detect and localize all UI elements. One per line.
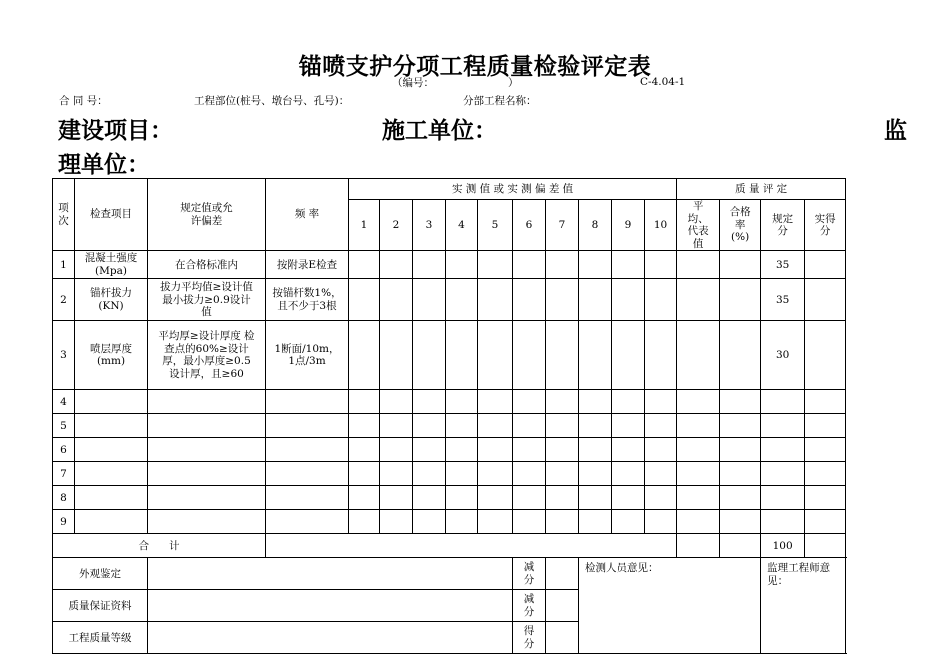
cell[interactable] bbox=[546, 251, 579, 279]
cell[interactable] bbox=[720, 462, 761, 486]
cell[interactable] bbox=[645, 462, 677, 486]
cell[interactable] bbox=[546, 279, 579, 321]
project-label: 建设项目： bbox=[58, 118, 173, 144]
cell[interactable] bbox=[413, 486, 446, 510]
header-col-1: 1 bbox=[349, 200, 380, 251]
quality-docs-label: 质量保证资料 bbox=[53, 590, 148, 622]
cell[interactable] bbox=[413, 462, 446, 486]
cell[interactable] bbox=[579, 438, 612, 462]
cell[interactable] bbox=[446, 510, 478, 534]
cell[interactable] bbox=[612, 279, 645, 321]
row-freq: 按附录E检查 bbox=[266, 251, 349, 279]
cell[interactable] bbox=[761, 510, 805, 534]
appearance-deduct-label: 减分 bbox=[513, 558, 546, 590]
total-score: 100 bbox=[761, 534, 805, 558]
appearance-row bbox=[53, 558, 846, 590]
cell[interactable] bbox=[413, 390, 446, 414]
cell[interactable] bbox=[446, 462, 478, 486]
header-col-8: 8 bbox=[579, 200, 612, 251]
header-col-7: 7 bbox=[546, 200, 579, 251]
cell[interactable] bbox=[720, 251, 761, 279]
cell[interactable] bbox=[645, 321, 677, 390]
table-row bbox=[53, 279, 846, 321]
cell[interactable] bbox=[148, 438, 266, 462]
cell[interactable] bbox=[513, 486, 546, 510]
cell[interactable] bbox=[148, 510, 266, 534]
row-item: 喷层厚度(mm) bbox=[75, 321, 148, 390]
cell[interactable] bbox=[645, 390, 677, 414]
cell[interactable] bbox=[380, 438, 413, 462]
cell[interactable] bbox=[380, 251, 413, 279]
cell[interactable] bbox=[380, 462, 413, 486]
cell[interactable] bbox=[349, 438, 380, 462]
form-code: C-4.04-1 bbox=[640, 76, 686, 88]
cell[interactable] bbox=[349, 510, 380, 534]
cell[interactable] bbox=[805, 486, 846, 510]
cell[interactable] bbox=[446, 414, 478, 438]
cell[interactable] bbox=[75, 510, 148, 534]
cell[interactable] bbox=[761, 390, 805, 414]
cell[interactable] bbox=[579, 390, 612, 414]
cell[interactable] bbox=[720, 438, 761, 462]
engineer-opinion[interactable]: 监理工程师意见： bbox=[761, 558, 846, 654]
cell[interactable] bbox=[720, 414, 761, 438]
cell[interactable] bbox=[805, 438, 846, 462]
cell[interactable] bbox=[579, 486, 612, 510]
cell[interactable] bbox=[349, 251, 380, 279]
header-measured: 实 测 值 或 实 测 偏 差 值 bbox=[349, 179, 677, 200]
cell[interactable] bbox=[805, 414, 846, 438]
header-item-no: 项次 bbox=[53, 179, 75, 251]
subproject-label: 分部工程名称： bbox=[463, 95, 537, 107]
header-actual-score: 实得分 bbox=[805, 200, 846, 251]
cell[interactable] bbox=[579, 462, 612, 486]
cell[interactable] bbox=[478, 390, 513, 414]
cell[interactable] bbox=[266, 534, 677, 558]
header-frequency: 频 率 bbox=[266, 179, 349, 251]
cell[interactable] bbox=[579, 279, 612, 321]
cell[interactable] bbox=[75, 486, 148, 510]
row-item: 混凝土强度(Mpa) bbox=[75, 251, 148, 279]
cell[interactable] bbox=[677, 321, 720, 390]
cell[interactable] bbox=[761, 414, 805, 438]
cell[interactable] bbox=[677, 438, 720, 462]
table-row bbox=[53, 390, 846, 414]
quality-docs-deduct-label: 减分 bbox=[513, 590, 546, 622]
cell[interactable] bbox=[148, 486, 266, 510]
cell[interactable] bbox=[579, 510, 612, 534]
row-item: 锚杆拔力(KN) bbox=[75, 279, 148, 321]
cell[interactable] bbox=[579, 251, 612, 279]
header-col-2: 2 bbox=[380, 200, 413, 251]
cell[interactable] bbox=[645, 486, 677, 510]
row-spec-score: 35 bbox=[761, 251, 805, 279]
total-row bbox=[53, 534, 846, 558]
cell[interactable] bbox=[349, 462, 380, 486]
grade-score-label: 得分 bbox=[513, 622, 546, 654]
cell[interactable] bbox=[677, 486, 720, 510]
cell[interactable] bbox=[513, 251, 546, 279]
cell[interactable] bbox=[380, 510, 413, 534]
cell[interactable] bbox=[677, 390, 720, 414]
header-spec: 规定值或允许偏差 bbox=[148, 179, 266, 251]
cell[interactable] bbox=[805, 534, 846, 558]
appearance-deduct-value[interactable] bbox=[546, 558, 579, 590]
table-row bbox=[53, 486, 846, 510]
cell[interactable] bbox=[546, 510, 579, 534]
table-row bbox=[53, 510, 846, 534]
contract-label: 合 同 号： bbox=[59, 95, 108, 107]
row-spec-score: 30 bbox=[761, 321, 805, 390]
cell[interactable] bbox=[380, 414, 413, 438]
cell[interactable] bbox=[720, 534, 761, 558]
table-row bbox=[53, 321, 846, 390]
cell[interactable] bbox=[513, 414, 546, 438]
cell[interactable] bbox=[612, 414, 645, 438]
cell[interactable] bbox=[413, 279, 446, 321]
cell[interactable] bbox=[805, 462, 846, 486]
row-spec: 平均厚≥设计厚度 检查点的60%≥设计厚，最小厚度≥0.5设计厚，且≥60 bbox=[148, 321, 266, 390]
row-spec-score: 35 bbox=[761, 279, 805, 321]
header-spec-score: 规定分 bbox=[761, 200, 805, 251]
cell[interactable] bbox=[677, 251, 720, 279]
row-no: 9 bbox=[53, 510, 75, 534]
cell[interactable] bbox=[148, 390, 266, 414]
cell[interactable] bbox=[546, 438, 579, 462]
cell[interactable] bbox=[677, 279, 720, 321]
cell[interactable] bbox=[546, 321, 579, 390]
cell[interactable] bbox=[612, 390, 645, 414]
cell[interactable] bbox=[546, 462, 579, 486]
cell[interactable] bbox=[805, 251, 846, 279]
cell[interactable] bbox=[761, 438, 805, 462]
cell[interactable] bbox=[513, 390, 546, 414]
quality-docs-deduct-value[interactable] bbox=[546, 590, 579, 622]
cell[interactable] bbox=[805, 510, 846, 534]
cell[interactable] bbox=[349, 321, 380, 390]
cell[interactable] bbox=[513, 321, 546, 390]
cell[interactable] bbox=[677, 534, 720, 558]
cell[interactable] bbox=[645, 510, 677, 534]
cell[interactable] bbox=[645, 251, 677, 279]
cell[interactable] bbox=[75, 390, 148, 414]
cell[interactable] bbox=[546, 486, 579, 510]
header-col-9: 9 bbox=[612, 200, 645, 251]
cell[interactable] bbox=[478, 414, 513, 438]
cell[interactable] bbox=[720, 321, 761, 390]
row-no: 4 bbox=[53, 390, 75, 414]
supervision-label-part1: 监 bbox=[884, 118, 907, 144]
appearance-value[interactable] bbox=[148, 558, 513, 590]
number-close: ） bbox=[508, 77, 519, 89]
row-no: 5 bbox=[53, 414, 75, 438]
cell[interactable] bbox=[612, 321, 645, 390]
header-quality: 质 量 评 定 bbox=[677, 179, 846, 200]
cell[interactable] bbox=[805, 279, 846, 321]
row-freq: 按锚杆数1%，且不少于3根 bbox=[266, 279, 349, 321]
cell[interactable] bbox=[720, 390, 761, 414]
page-title: 锚喷支护分项工程质量检验评定表 bbox=[298, 53, 652, 80]
row-spec: 拔力平均值≥设计值 最小拔力≥0.9设计值 bbox=[148, 279, 266, 321]
total-label: 合 计 bbox=[53, 534, 266, 558]
header-pass-rate: 合格率(%) bbox=[720, 200, 761, 251]
cell[interactable] bbox=[446, 321, 478, 390]
table-row bbox=[53, 414, 846, 438]
cell[interactable] bbox=[513, 279, 546, 321]
cell[interactable] bbox=[513, 462, 546, 486]
row-no: 8 bbox=[53, 486, 75, 510]
cell[interactable] bbox=[148, 462, 266, 486]
cell[interactable] bbox=[546, 414, 579, 438]
cell[interactable] bbox=[266, 510, 349, 534]
header-col-10: 10 bbox=[645, 200, 677, 251]
cell[interactable] bbox=[677, 414, 720, 438]
row-no: 1 bbox=[53, 251, 75, 279]
supervision-label-part2: 理单位： bbox=[58, 152, 150, 178]
cell[interactable] bbox=[413, 438, 446, 462]
cell[interactable] bbox=[380, 321, 413, 390]
cell[interactable] bbox=[266, 462, 349, 486]
cell[interactable] bbox=[446, 438, 478, 462]
header-avg: 平均、代表值 bbox=[677, 200, 720, 251]
cell[interactable] bbox=[349, 414, 380, 438]
cell[interactable] bbox=[349, 486, 380, 510]
cell[interactable] bbox=[478, 486, 513, 510]
row-no: 7 bbox=[53, 462, 75, 486]
cell[interactable] bbox=[266, 486, 349, 510]
cell[interactable] bbox=[761, 486, 805, 510]
cell[interactable] bbox=[75, 438, 148, 462]
header-col-5: 5 bbox=[478, 200, 513, 251]
number-label: （编号： bbox=[392, 77, 434, 89]
table-row bbox=[53, 438, 846, 462]
grade-score-value[interactable] bbox=[546, 622, 579, 654]
inspector-opinion[interactable]: 检测人员意见： bbox=[579, 558, 761, 654]
cell[interactable] bbox=[645, 438, 677, 462]
cell[interactable] bbox=[446, 486, 478, 510]
cell[interactable] bbox=[612, 510, 645, 534]
cell[interactable] bbox=[413, 414, 446, 438]
row-no: 6 bbox=[53, 438, 75, 462]
row-spec: 在合格标准内 bbox=[148, 251, 266, 279]
cell[interactable] bbox=[478, 510, 513, 534]
cell[interactable] bbox=[645, 414, 677, 438]
grade-value[interactable] bbox=[148, 622, 513, 654]
grade-label: 工程质量等级 bbox=[53, 622, 148, 654]
cell[interactable] bbox=[75, 462, 148, 486]
cell[interactable] bbox=[349, 390, 380, 414]
cell[interactable] bbox=[266, 414, 349, 438]
header-col-6: 6 bbox=[513, 200, 546, 251]
cell[interactable] bbox=[148, 414, 266, 438]
cell[interactable] bbox=[478, 321, 513, 390]
cell[interactable] bbox=[349, 279, 380, 321]
cell[interactable] bbox=[612, 438, 645, 462]
cell[interactable] bbox=[677, 510, 720, 534]
cell[interactable] bbox=[413, 321, 446, 390]
cell[interactable] bbox=[612, 486, 645, 510]
table-row bbox=[53, 462, 846, 486]
cell[interactable] bbox=[720, 486, 761, 510]
cell[interactable] bbox=[75, 414, 148, 438]
cell[interactable] bbox=[380, 486, 413, 510]
cell[interactable] bbox=[579, 414, 612, 438]
cell[interactable] bbox=[612, 251, 645, 279]
header-check-item: 检查项目 bbox=[75, 179, 148, 251]
cell[interactable] bbox=[413, 251, 446, 279]
cell[interactable] bbox=[478, 251, 513, 279]
cell[interactable] bbox=[546, 390, 579, 414]
cell[interactable] bbox=[380, 390, 413, 414]
header-col-4: 4 bbox=[446, 200, 478, 251]
cell[interactable] bbox=[720, 279, 761, 321]
cell[interactable] bbox=[805, 321, 846, 390]
cell[interactable] bbox=[761, 462, 805, 486]
cell[interactable] bbox=[720, 510, 761, 534]
row-freq: 1断面/10m，1点/3m bbox=[266, 321, 349, 390]
cell[interactable] bbox=[805, 390, 846, 414]
cell[interactable] bbox=[446, 279, 478, 321]
cell[interactable] bbox=[579, 321, 612, 390]
cell[interactable] bbox=[446, 251, 478, 279]
cell[interactable] bbox=[266, 390, 349, 414]
cell[interactable] bbox=[413, 510, 446, 534]
cell[interactable] bbox=[612, 462, 645, 486]
contractor-label: 施工单位： bbox=[382, 118, 497, 144]
table-row bbox=[53, 251, 846, 279]
cell[interactable] bbox=[380, 279, 413, 321]
cell[interactable] bbox=[677, 462, 720, 486]
cell[interactable] bbox=[478, 279, 513, 321]
cell[interactable] bbox=[266, 438, 349, 462]
location-label: 工程部位(桩号、墩台号、孔号)： bbox=[194, 95, 350, 107]
header-col-3: 3 bbox=[413, 200, 446, 251]
cell[interactable] bbox=[513, 438, 546, 462]
cell[interactable] bbox=[446, 390, 478, 414]
inspection-table bbox=[52, 178, 846, 654]
cell[interactable] bbox=[478, 438, 513, 462]
row-no: 3 bbox=[53, 321, 75, 390]
cell[interactable] bbox=[645, 279, 677, 321]
cell[interactable] bbox=[513, 510, 546, 534]
cell[interactable] bbox=[478, 462, 513, 486]
row-no: 2 bbox=[53, 279, 75, 321]
appearance-label: 外观鉴定 bbox=[53, 558, 148, 590]
quality-docs-value[interactable] bbox=[148, 590, 513, 622]
